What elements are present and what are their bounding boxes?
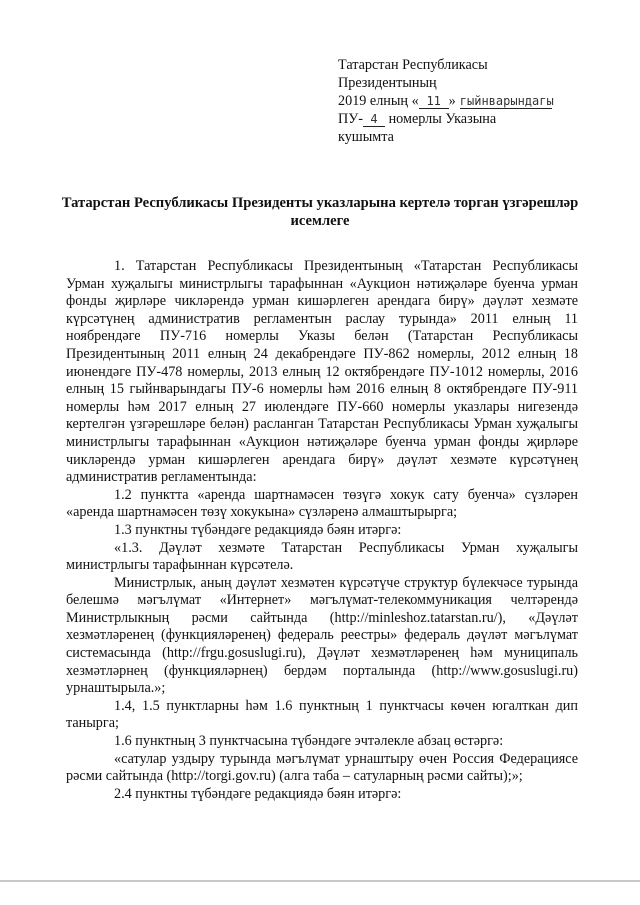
document-body: [66, 258, 578, 803]
header-line-2: Президентының: [338, 75, 437, 91]
scan-edge-line: [0, 880, 640, 882]
paragraph: 1.2 пунктта «аренда шартнамәсен төзүгә хокук сату буенча» сүзләрен «аренда шартнамәсен төзү хокукына» сүзләренә алмаштырырга;: [66, 486, 578, 521]
paragraph: «1.3. Дәүләт хезмәте Татарстан Республикасы Урман хуҗалыгы министрлыгы тарафыннан күрсәтелә.: [66, 539, 578, 574]
filled-month: гыйнварындагы: [459, 94, 554, 108]
header-line-1: Татарстан Республикасы: [338, 57, 488, 73]
header-line-4: [338, 110, 628, 128]
header-number-prefix: ПУ-: [338, 111, 364, 127]
filled-day: 11: [419, 94, 449, 109]
header-number-suffix: номерлы Указына: [388, 111, 497, 127]
header-year-prefix: 2019 елның «: [338, 93, 419, 109]
paragraph: Министрлык, аның дәүләт хезмәтен күрсәтүче структур бүлекчәсе турында белешмә мәгълүмат «Интернет» мәгълүмат-телекоммуникация челтәрендә Министрлыкның рәсми сайтында (http://minleshoz.tatarstan.ru/), «Дәүләт хезмәтләренең (функцияләренең) федераль реестры» федераль дәүләт мәгълүмат системасында (http://frgu.gosuslugi.ru), Дәүләт хезмәтләренең һәм муниципаль хезмәтләрнең (функцияләрнең) бердәм порталында (http://www.gosuslugi.ru) урнаштырыла.»;: [66, 574, 578, 697]
paragraph: 1. Татарстан Республикасы Президентының «Татарстан Республикасы Урман хуҗалыгы министрлыгы тарафыннан «Аукцион нәтиҗәләре буенча урман фонды җирләре чикләрендә урман кишәрлеген арендага бирү» дәүләт хезмәте күрсәтүнең административ регламентын раслау турында» 2011 елның 11 ноябрендәге ПУ-716 номерлы Указы белән (Татарстан Республикасы Президентының 2011 елның 24 декабрендәге ПУ-862 номерлы, 2012 елның 18 июнендәге ПУ-478 номерлы, 2013 елның 12 октябрендәге ПУ-1012 номерлы, 2016 елның 15 гыйнварындагы ПУ-6 номерлы һәм 2016 елның 8 октябрендәге ПУ-911 номерлы һәм 2017 елның 27 июлендәге ПУ-660 номерлы указлары нигезендә кертелгән үзгәрешләре белән) расланган Татарстан Республикасы Урман хуҗалыгы министрлыгы тарафыннан «Аукцион нәтиҗәләре буенча урман фонды җирләре чикләрендә урман кишәрлеген арендага бирү» дәүләт хезмәте күрсәтүнең административ регламентында:: [66, 258, 578, 486]
document-title: Татарстан Республикасы Президенты указларына кертелә торган үзгәрешләр исемлеге: [61, 195, 579, 229]
header-line-3: [338, 92, 628, 110]
paragraph: 2.4 пунктны түбәндәге редакциядә бәян итәргә:: [114, 785, 402, 802]
paragraph: «сатулар уздыру турында мәгълүмат урнаштыру өчен Россия Федерациясе рәсми сайтында (http://torgi.gov.ru) (алга таба – сатуларның рәсми сайты);»;: [66, 750, 578, 785]
filled-decree-number: 4: [363, 112, 385, 127]
appendix-header: [338, 56, 628, 146]
paragraph: 1.6 пунктның 3 пунктчасына түбәндәге эчтәлекле абзац өстәргә:: [114, 733, 504, 750]
paragraph: 1.3 пунктны түбәндәге редакциядә бәян итәргә:: [114, 521, 402, 538]
header-quote-close: »: [448, 93, 456, 109]
header-line-5: кушымта: [338, 129, 394, 145]
paragraph: 1.4, 1.5 пунктларны һәм 1.6 пунктның 1 пунктчасы көчен югалткан дип танырга;: [66, 697, 578, 732]
